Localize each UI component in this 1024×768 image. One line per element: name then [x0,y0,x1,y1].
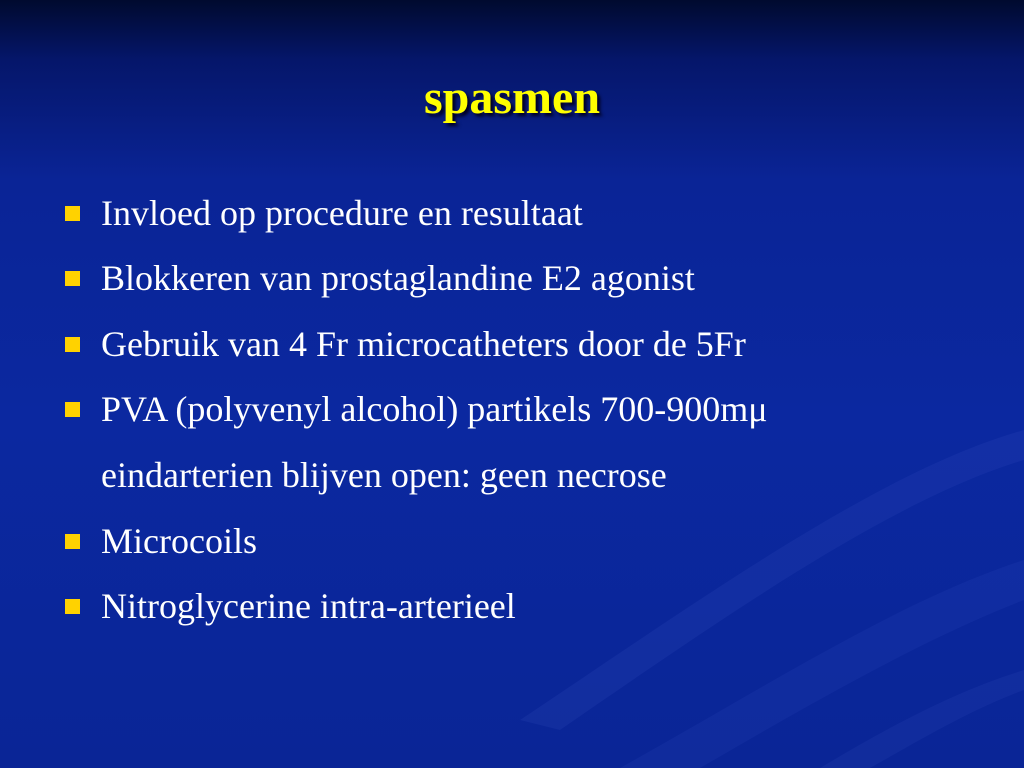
square-bullet-icon [65,271,80,286]
bullet-item [0,253,1024,303]
bullet-text: Blokkeren van prostaglandine E2 agonist [101,258,695,298]
bullet-continuation [0,450,1024,500]
square-bullet-icon [65,206,80,221]
square-bullet-icon [65,534,80,549]
bullet-item [0,581,1024,631]
square-bullet-icon [65,337,80,352]
bullet-item [0,384,1024,434]
bullet-item [0,516,1024,566]
bullet-item [0,188,1024,238]
bullet-text: Nitroglycerine intra-arterieel [101,586,516,626]
bullet-text: PVA (polyvenyl alcohol) partikels 700-900mμ [101,389,768,429]
bullet-text: Microcoils [101,521,257,561]
bullet-item [0,319,1024,369]
bullet-text: Invloed op procedure en resultaat [101,193,583,233]
square-bullet-icon [65,402,80,417]
square-bullet-icon [65,599,80,614]
bullet-text: Gebruik van 4 Fr microcatheters door de 5Fr [101,324,746,364]
slide-title: spasmen [423,71,601,124]
bullet-text: eindarterien blijven open: geen necrose [101,455,667,495]
